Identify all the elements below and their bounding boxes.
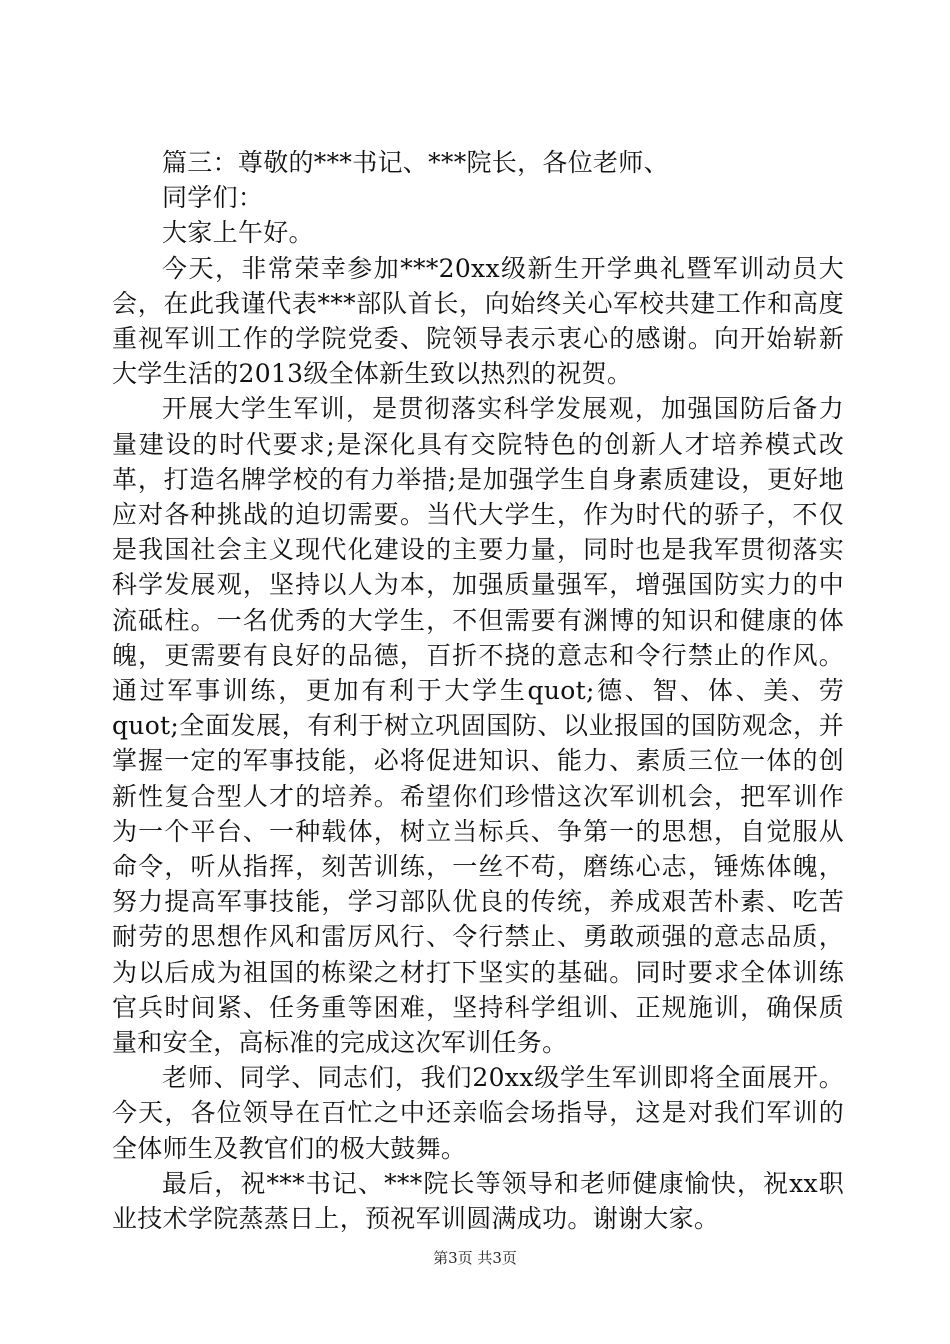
page-number-footer: 第3页 共3页 xyxy=(433,1249,517,1267)
salutation-continued: 同学们： xyxy=(162,183,264,213)
document-body xyxy=(112,145,844,1236)
paragraph-announcement: 老师、同学、同志们，我们20xx级学生军训即将全面展开。今天，各位领导在百忙之中还亲临会场指导，这是对我们军训的全体师生及教官们的极大鼓舞。 xyxy=(112,1063,844,1163)
opening-salutation: 篇三：尊敬的***书记、***院长，各位老师、 xyxy=(162,148,669,177)
greeting: 大家上午好。 xyxy=(162,218,314,248)
paragraph-main-body: 开展大学生军训，是贯彻落实科学发展观，加强国防后备力量建设的时代要求;是深化具有交院特色的创新人才培养模式改革，打造名牌学校的有力举措;是加强学生自身素质建设，更好地应对各种挑战的迫切需要。当代大学生，作为时代的骄子，不仅是我国社会主义现代化建设的主要力量，同时也是我军贯彻落实科学发展观，坚持以人为本，加强质量强军，增强国防实力的中流砥柱。一名优秀的大学生，不但需要有渊博的知识和健康的体魄，更需要有良好的品德，百折不挠的意志和令行禁止的作风。通过军事训练，更加有利于大学生quot;德、智、体、美、劳quot;全面发展，有利于树立巩固国防、以业报国的国防观念，并掌握一定的军事技能，必将促进知识、能力、素质三位一体的创新性复合型人才的培养。希望你们珍惜这次军训机会，把军训作为一个平台、一种载体，树立当标兵、争第一的思想，自觉服从命令，听从指挥，刻苦训练，一丝不苟，磨练心志，锤炼体魄，努力提高军事技能，学习部队优良的传统，养成艰苦朴素、吃苦耐劳的思想作风和雷厉风行、令行禁止、勇敢顽强的意志品质，为以后成为祖国的栋梁之材打下坚实的基础。同时要求全体训练官兵时间紧、任务重等困难，坚持科学组训、正规施训，确保质量和安全，高标准的完成这次军训任务。 xyxy=(112,394,844,1058)
paragraph-closing: 最后，祝***书记、***院长等领导和老师健康愉快，祝xx职业技术学院蒸蒸日上，预祝军训圆满成功。谢谢大家。 xyxy=(112,1168,844,1234)
paragraph-introduction: 今天，非常荣幸参加***20xx级新生开学典礼暨军训动员大会，在此我谨代表***部队首长，向始终关心军校共建工作和高度重视军训工作的学院党委、院领导表示衷心的感谢。向开始崭新大学生活的2013级全体新生致以热烈的祝贺。 xyxy=(112,253,844,389)
